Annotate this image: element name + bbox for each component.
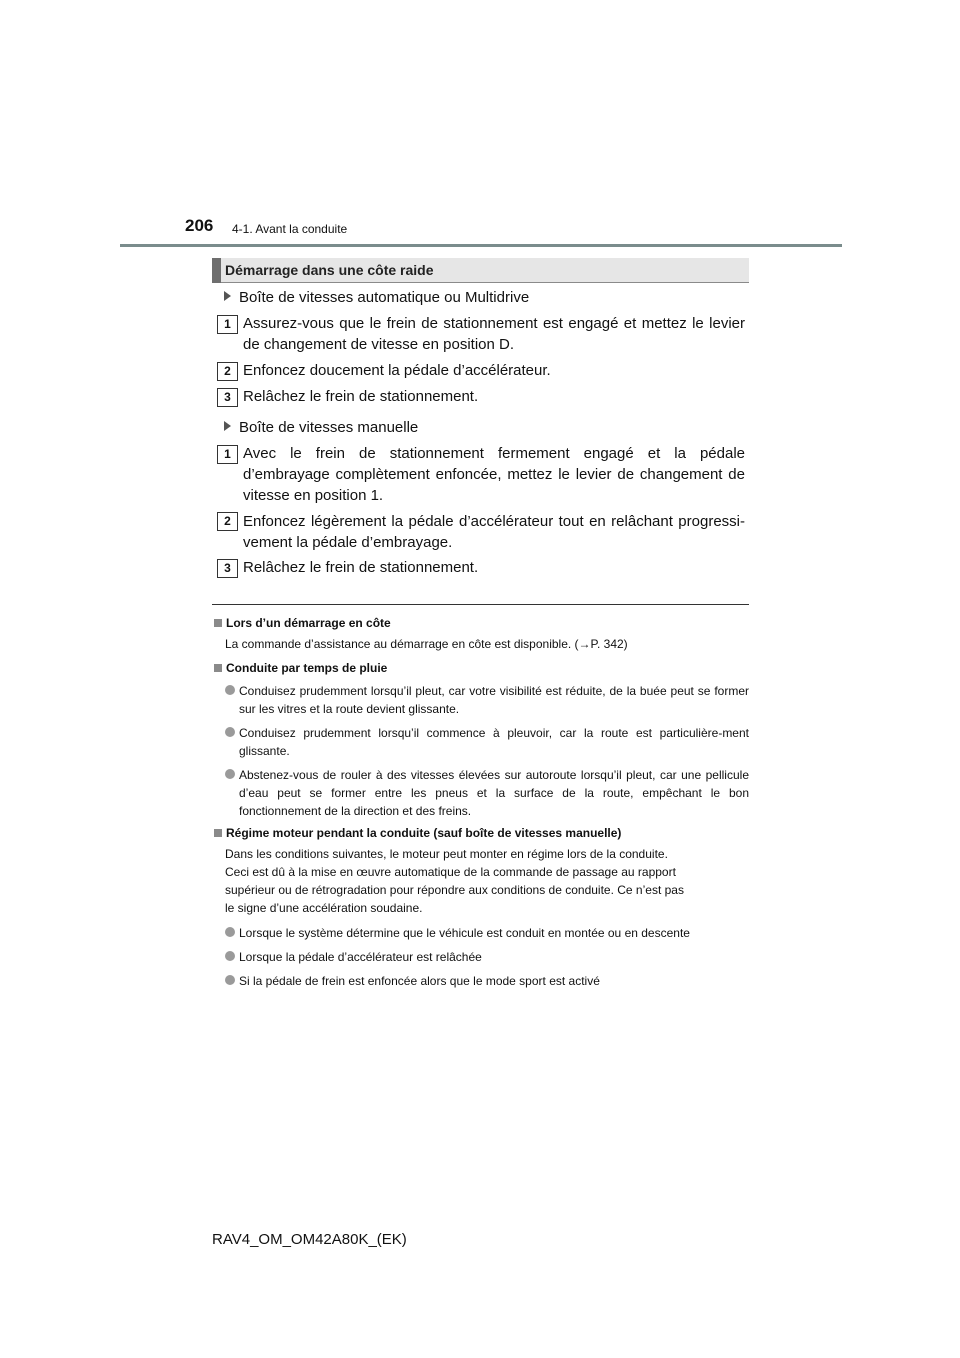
automatic-step-1: Assurez-vous que le frein de stationnement est engagé et mettez le levier de changement de vitesse en position D. [243, 315, 745, 353]
step-badge: 1 [217, 315, 238, 334]
automatic-step-2: Enfoncez doucement la pédale d’accélérateur. [243, 362, 551, 379]
notes-divider [212, 604, 749, 605]
step-badge: 3 [217, 388, 238, 407]
automatic-step-3: Relâchez le frein de stationnement. [243, 388, 479, 405]
square-bullet-icon [214, 829, 222, 837]
step-badge: 1 [217, 445, 238, 464]
circle-bullet-icon [225, 685, 235, 695]
note-hill-start-text: La commande d’assistance au démarrage en côte est disponible. (→P. 342) [225, 637, 628, 651]
rpm-bullet-2: Lorsque la pédale d’accélérateur est relâchée [225, 948, 749, 966]
triangle-bullet-icon [224, 291, 231, 301]
step-badge: 3 [217, 559, 238, 578]
note-rpm-text: Dans les conditions suivantes, le moteur peut monter en régime lors de la conduite. Ceci est dû à la mise en œuvre automatique de la commande de passage au rapport supérieur ou de rétrogradation pour répondre aux conditions de conduite. Ce n’est pas le signe d’une accélération soudaine. [225, 847, 684, 915]
rpm-bullet-3: Si la pédale de frein est enfoncée alors que le mode sport est activé [225, 972, 749, 990]
document-code-footer: RAV4_OM_OM42A80K_(EK) [212, 1231, 407, 1248]
manual-step-3: Relâchez le frein de stationnement. [243, 559, 479, 576]
step-badge: 2 [217, 362, 238, 381]
rpm-bullet-1: Lorsque le système détermine que le véhicule est conduit en montée ou en descente [225, 924, 749, 942]
rain-bullet-1: Conduisez prudemment lorsqu’il pleut, car votre visibilité est réduite, de la buée peut se former sur les vitres et la route devient glissante. [225, 682, 749, 718]
triangle-bullet-icon [224, 421, 231, 431]
square-bullet-icon [214, 664, 222, 672]
circle-bullet-icon [225, 951, 235, 961]
rain-bullet-2: Conduisez prudemment lorsqu’il commence à pleuvoir, car la route est particulière-ment glissante. [225, 724, 749, 760]
note-rpm-heading: Régime moteur pendant la conduite (sauf boîte de vitesses manuelle) [214, 826, 621, 840]
rain-bullet-3: Abstenez-vous de rouler à des vitesses élevées sur autoroute lorsqu’il pleut, car une pellicule d’eau peut se former entre les pneus et la surface de la route, empêchant le bon fonctionnement de la direction et des freins. [225, 766, 749, 820]
square-bullet-icon [214, 619, 222, 627]
page-number: 206 [185, 216, 214, 235]
circle-bullet-icon [225, 975, 235, 985]
note-rain-heading: Conduite par temps de pluie [214, 661, 387, 675]
manual-step-1: Avec le frein de stationnement fermement engagé et la pédale d’embrayage complètement enfoncée, mettez le levier de changement de vitesse en position 1. [243, 445, 745, 504]
manual-heading: Boîte de vitesses manuelle [224, 419, 418, 436]
header-rule [120, 244, 842, 247]
title-accent [212, 258, 221, 283]
circle-bullet-icon [225, 927, 235, 937]
section-title: Démarrage dans une côte raide [225, 262, 434, 278]
section-title-bar [212, 258, 749, 283]
circle-bullet-icon [225, 727, 235, 737]
manual-step-2: Enfoncez légèrement la pédale d’accélérateur tout en relâchant progressi-vement la pédale d’embrayage. [243, 513, 745, 551]
section-label: 4-1. Avant la conduite [232, 222, 348, 236]
automatic-heading: Boîte de vitesses automatique ou Multidrive [224, 289, 529, 306]
note-hill-start-heading: Lors d’un démarrage en côte [214, 616, 391, 630]
step-badge: 2 [217, 512, 238, 531]
circle-bullet-icon [225, 769, 235, 779]
